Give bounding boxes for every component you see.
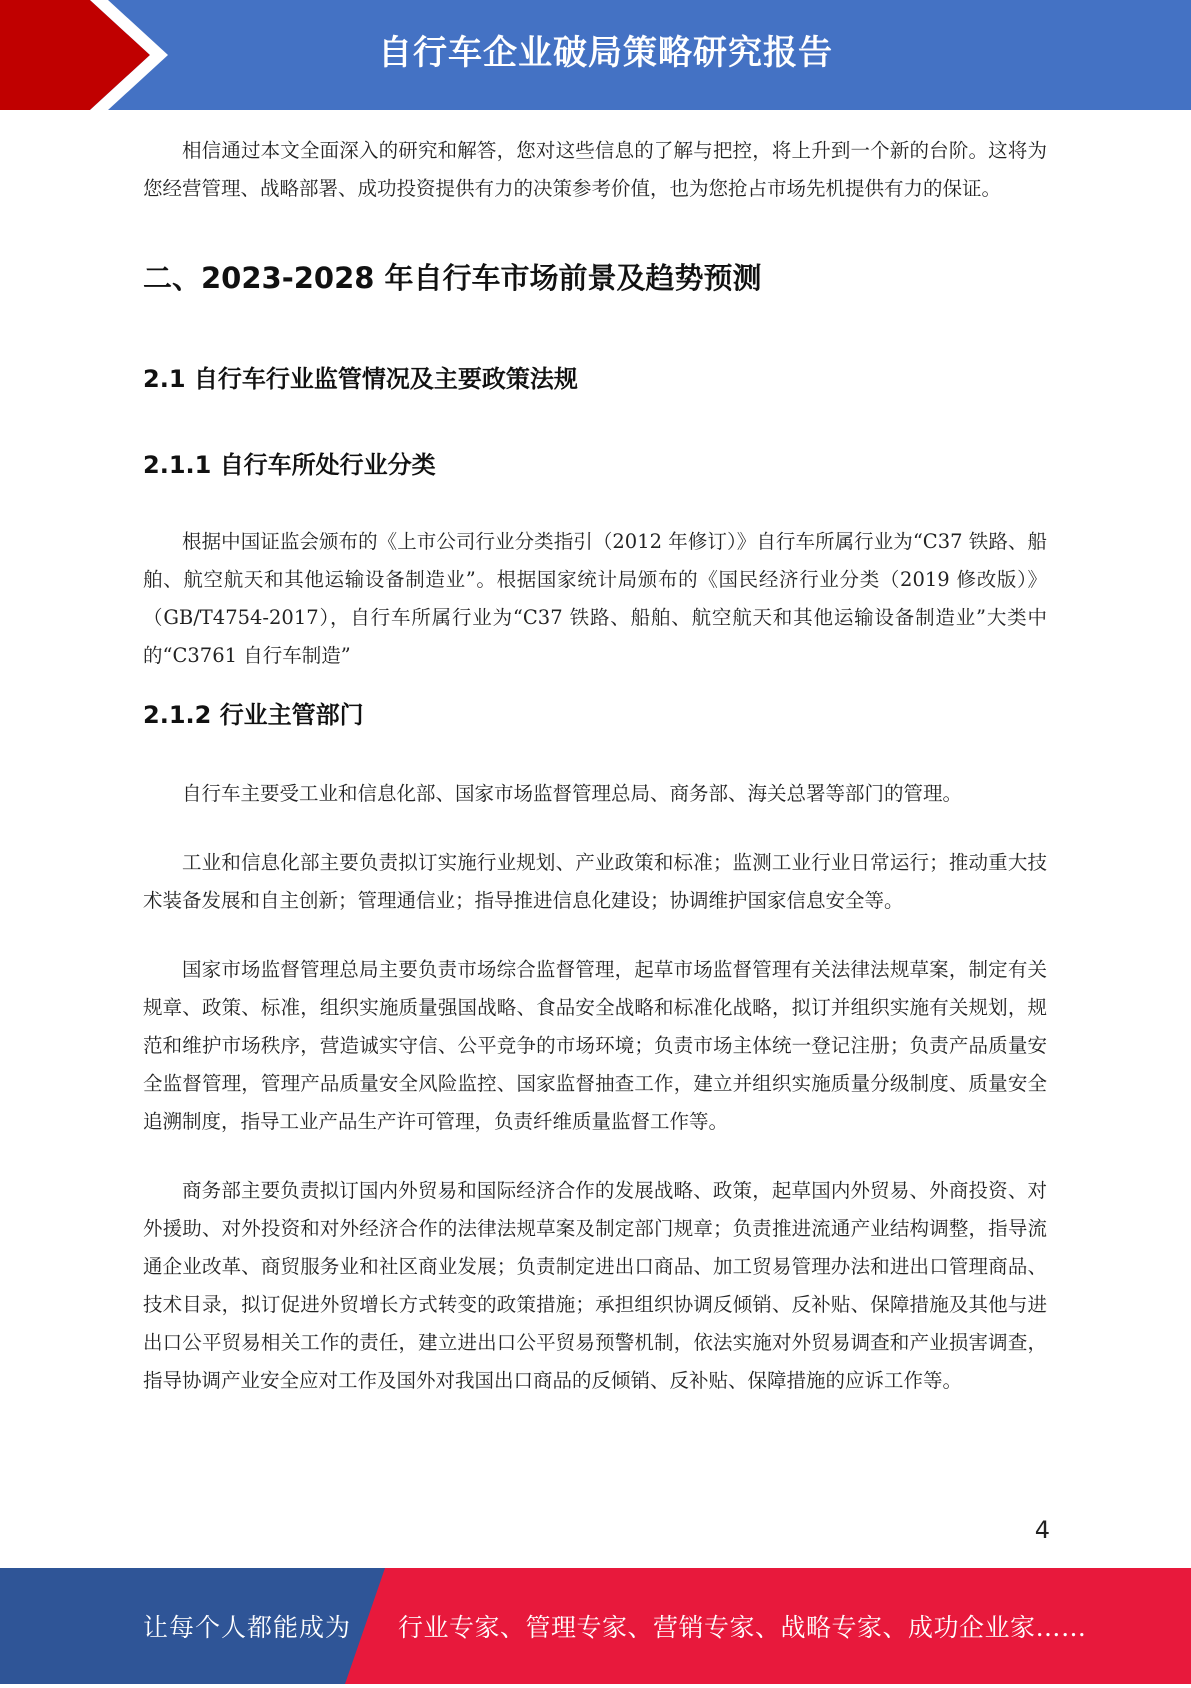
intro-paragraph: 相信通过本文全面深入的研究和解答，您对这些信息的了解与把控，将上升到一个新的台阶。这将为您经营管理、战略部署、成功投资提供有力的决策参考价值，也为您抢占市场先机提供有力的保证。 (143, 139, 1047, 200)
section-2-heading: 二、2023-2028 年自行车市场前景及趋势预测 (143, 261, 762, 295)
footer-slogan-right: 行业专家、管理专家、营销专家、战略专家、成功企业家…… (398, 1613, 1087, 1642)
page-header (0, 0, 1191, 110)
page-footer (0, 1568, 1191, 1684)
section-2-1-1-heading: 2.1.1 自行车所处行业分类 (143, 451, 436, 479)
page-number: 4 (1034, 1516, 1050, 1544)
mofcom-paragraph: 商务部主要负责拟订国内外贸易和国际经济合作的发展战略、政策，起草国内外贸易、外商投资、对外援助、对外投资和对外经济合作的法律法规草案及制定部门规章；负责推进流通产业结构调整，指导流通企业改革、商贸服务业和社区商业发展；负责制定进出口商品、加工贸易管理办法和进出口管理商品、技术目录，拟订促进外贸增长方式转变的政策措施；承担组织协调反倾销、反补贴、保障措施及其他与进出口公平贸易相关工作的责任，建立进出口公平贸易预警机制，依法实施对外贸易调查和产业损害调查，指导协调产业安全应对工作及国外对我国出口商品的反倾销、反补贴、保障措施的应诉工作等。 (143, 1179, 1047, 1392)
document-title: 自行车企业破局策略研究报告 (378, 33, 833, 73)
footer-slogan-left: 让每个人都能成为 (143, 1613, 352, 1642)
page-content (143, 132, 1047, 1400)
section-2-1-2-heading: 2.1.2 行业主管部门 (143, 701, 364, 729)
miit-paragraph: 工业和信息化部主要负责拟订实施行业规划、产业政策和标准；监测工业行业日常运行；推动重大技术装备发展和自主创新；管理通信业；指导推进信息化建设；协调维护国家信息安全等。 (143, 851, 1047, 912)
samr-paragraph: 国家市场监督管理总局主要负责市场综合监督管理，起草市场监督管理有关法律法规草案，制定有关规章、政策、标准，组织实施质量强国战略、食品安全战略和标准化战略，拟订并组织实施有关规划，规范和维护市场秩序，营造诚实守信、公平竞争的市场环境；负责市场主体统一登记注册；负责产品质量安全监督管理，管理产品质量安全风险监控、国家监督抽查工作，建立并组织实施质量分级制度、质量安全追溯制度，指导工业产品生产许可管理，负责纤维质量监督工作等。 (143, 958, 1047, 1133)
section-2-1-heading: 2.1 自行车行业监管情况及主要政策法规 (143, 365, 578, 393)
industry-classification-paragraph: 根据中国证监会颁布的《上市公司行业分类指引（2012 年修订）》自行车所属行业为“C37 铁路、船舶、航空航天和其他运输设备制造业”。根据国家统计局颁布的《国民经济行业分类（2019 修改版）》（GB/T4754-2017），自行车所属行业为“C37 铁路、船舶、航空航天和其他运输设备制造业”大类中的“C3761 自行车制造” (143, 530, 1047, 667)
regulators-overview-paragraph: 自行车主要受工业和信息化部、国家市场监督管理总局、商务部、海关总署等部门的管理。 (182, 782, 963, 805)
